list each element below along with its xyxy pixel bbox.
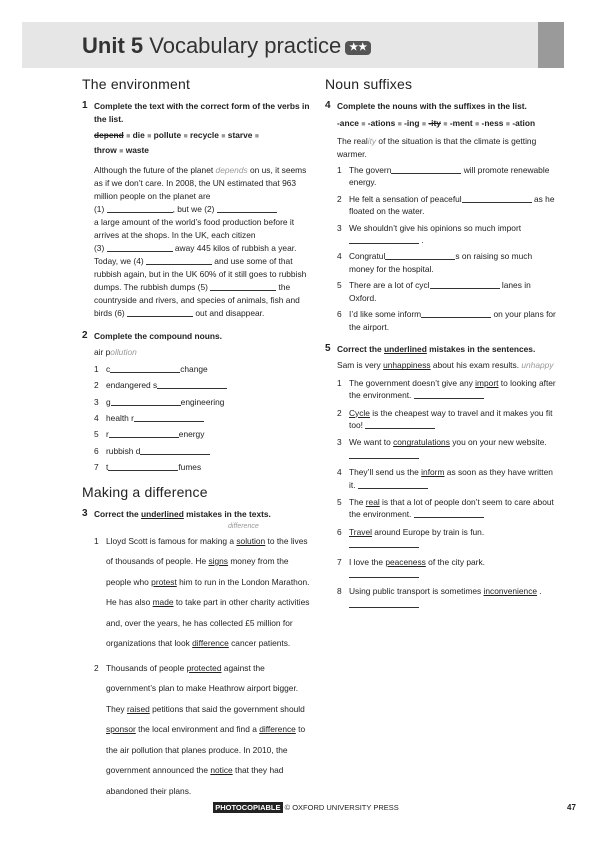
list-item: 3 g engineering <box>94 396 225 407</box>
list-item: 1 c change <box>94 363 208 374</box>
list-item: 6 Travel around Europe by train is fun. <box>337 526 557 551</box>
answer-blank[interactable] <box>110 363 180 373</box>
answer-blank[interactable] <box>391 164 461 174</box>
answer-blank[interactable] <box>349 449 419 459</box>
exercise-3-instruction: 3 Correct the underlined mistakes in the texts. <box>82 508 271 520</box>
answer-blank[interactable] <box>109 428 179 438</box>
answer-blank[interactable] <box>349 538 419 548</box>
list-item: 2 endangered s <box>94 379 312 391</box>
exercise-5-items <box>337 377 557 611</box>
list-item: 6 rubbish d <box>94 445 312 457</box>
list-item: 7 t fumes <box>94 462 202 473</box>
answer-blank[interactable] <box>349 568 419 578</box>
exercise-4-items <box>337 164 557 333</box>
exercise-2-example: air pollution <box>94 347 137 358</box>
list-item: 4 Congratul s on raising so much money for the hospital. <box>337 251 533 274</box>
list-item: 7 I love the peaceness of the city park. <box>337 556 557 581</box>
answer-blank[interactable] <box>217 203 277 213</box>
list-item: 4 They’ll send us the inform as soon as they have written it. <box>337 467 553 490</box>
left-column <box>82 76 312 805</box>
header-tab <box>538 22 564 68</box>
answer-blank[interactable] <box>140 445 210 455</box>
exercise-1-instruction: 1 Complete the text with the correct form of the verbs in the list. <box>82 100 310 124</box>
answer-blank[interactable] <box>430 279 500 289</box>
list-item: 3 We want to congratulations you on your new website. <box>337 436 557 461</box>
exercise-5-example: Sam is very unhappiness about his exam results. unhappy <box>337 360 554 371</box>
list-item: 3 We shouldn’t give his opinions so much import . <box>337 222 522 246</box>
answer-blank[interactable] <box>146 255 212 265</box>
exercise-1-text: Although the future of the planet depends on us, it seems as if we don’t care. In 2008, the UN estimated that 963 million people on the planet are (1) , but we (2) a large amount of the world’s food production before it arrives at the shops. In the UK, each citizen (3) away 445 kilos of rubbish a year. Today, we (4) and use some of that rubbish again, but in the UK 60% of it still goes to rubbish dumps. The rubbish dumps (5) the countryside and rivers, and species of animals, fish and birds (6) out and disappear. <box>94 165 307 319</box>
answer-blank[interactable] <box>358 479 428 489</box>
exercise-3-text-2: 2 Thousands of people protected against the government’s plan to make Heathrow airport bigger. They raised petitions that said the government should sponsor the local environment and find a difference to the air pollution that planes produce. In 2010, the government announced the notice that they had abandoned their plans. <box>94 662 306 796</box>
answer-blank[interactable] <box>385 250 455 260</box>
list-item: 5 There are a lot of cycl lanes in Oxford. <box>337 280 531 303</box>
answer-blank[interactable] <box>462 193 532 203</box>
section-heading: Making a difference <box>82 483 208 500</box>
answer-blank[interactable] <box>157 379 227 389</box>
list-item: 1 The govern will promote renewable energy. <box>337 165 550 188</box>
answer-blank[interactable] <box>107 203 173 213</box>
list-item: 4 health r <box>94 412 312 424</box>
answer-blank[interactable] <box>421 308 491 318</box>
example-answer: difference <box>228 522 259 530</box>
level-badge: ★★ <box>345 41 371 55</box>
list-item: 2 He felt a sensation of peaceful as he floated on the water. <box>337 193 555 217</box>
answer-blank[interactable] <box>111 396 181 406</box>
answer-blank[interactable] <box>107 242 173 252</box>
answer-blank[interactable] <box>127 307 193 317</box>
list-item: 6 I’d like some inform on your plans for the airport. <box>337 309 556 332</box>
unit-title: Vocabulary practice <box>149 33 342 58</box>
section-heading: Noun suffixes <box>325 76 413 92</box>
answer-blank[interactable] <box>210 281 276 291</box>
list-item: 5 The real is that a lot of people don’t seem to care about the environment. <box>337 496 554 520</box>
word-list: depend ■ die ■ pollute ■ recycle ■ starve ■ throw ■ waste <box>94 130 260 155</box>
answer-blank[interactable] <box>349 598 419 608</box>
exercise-5-instruction: 5 Correct the underlined mistakes in the sentences. <box>325 342 536 354</box>
answer-blank[interactable] <box>134 412 204 422</box>
right-column <box>325 76 557 615</box>
section-heading: The environment <box>82 76 191 92</box>
unit-number: Unit 5 <box>82 33 144 58</box>
suffix-list: -ance ■ -ations ■ -ing ■ -ity ■ -ment ■ -ness ■ -ation <box>337 117 536 128</box>
answer-blank[interactable] <box>414 389 484 399</box>
exercise-4-instruction: 4 Complete the nouns with the suffixes in the list. <box>325 100 527 112</box>
answer-blank[interactable] <box>349 234 419 244</box>
list-item: 5 r energy <box>94 429 205 440</box>
exercise-2-instruction: 2 Complete the compound nouns. <box>82 330 222 342</box>
exercise-4-example: The reality of the situation is that the climate is getting warmer. <box>337 136 537 159</box>
page-number: 47 <box>567 803 576 812</box>
list-item: 8 Using public transport is sometimes inconvenience . <box>337 585 557 610</box>
answer-blank[interactable] <box>108 461 178 471</box>
list-item: 2 Cycle is the cheapest way to travel and it makes you fit too! <box>337 407 553 430</box>
list-item: 1 The government doesn’t give any import to looking after the environment. <box>337 377 556 401</box>
page-title <box>82 34 371 58</box>
exercise-2-items <box>94 363 312 474</box>
copyright-text: © OXFORD UNIVERSITY PRESS <box>282 803 399 812</box>
answer-blank[interactable] <box>414 508 484 518</box>
answer-blank[interactable] <box>365 419 435 429</box>
exercise-3-text-1: 1 Lloyd Scott is famous for making a solution to the lives of thousands of people. He signs money from the people who protest him to run in the London Marathon. He has also made to take part in other charity activities and, over the years, he has collected £5 million for organizations that look difference cancer patients. <box>94 535 310 648</box>
footer <box>0 803 612 812</box>
photocopiable-badge: PHOTOCOPIABLE <box>215 803 281 812</box>
